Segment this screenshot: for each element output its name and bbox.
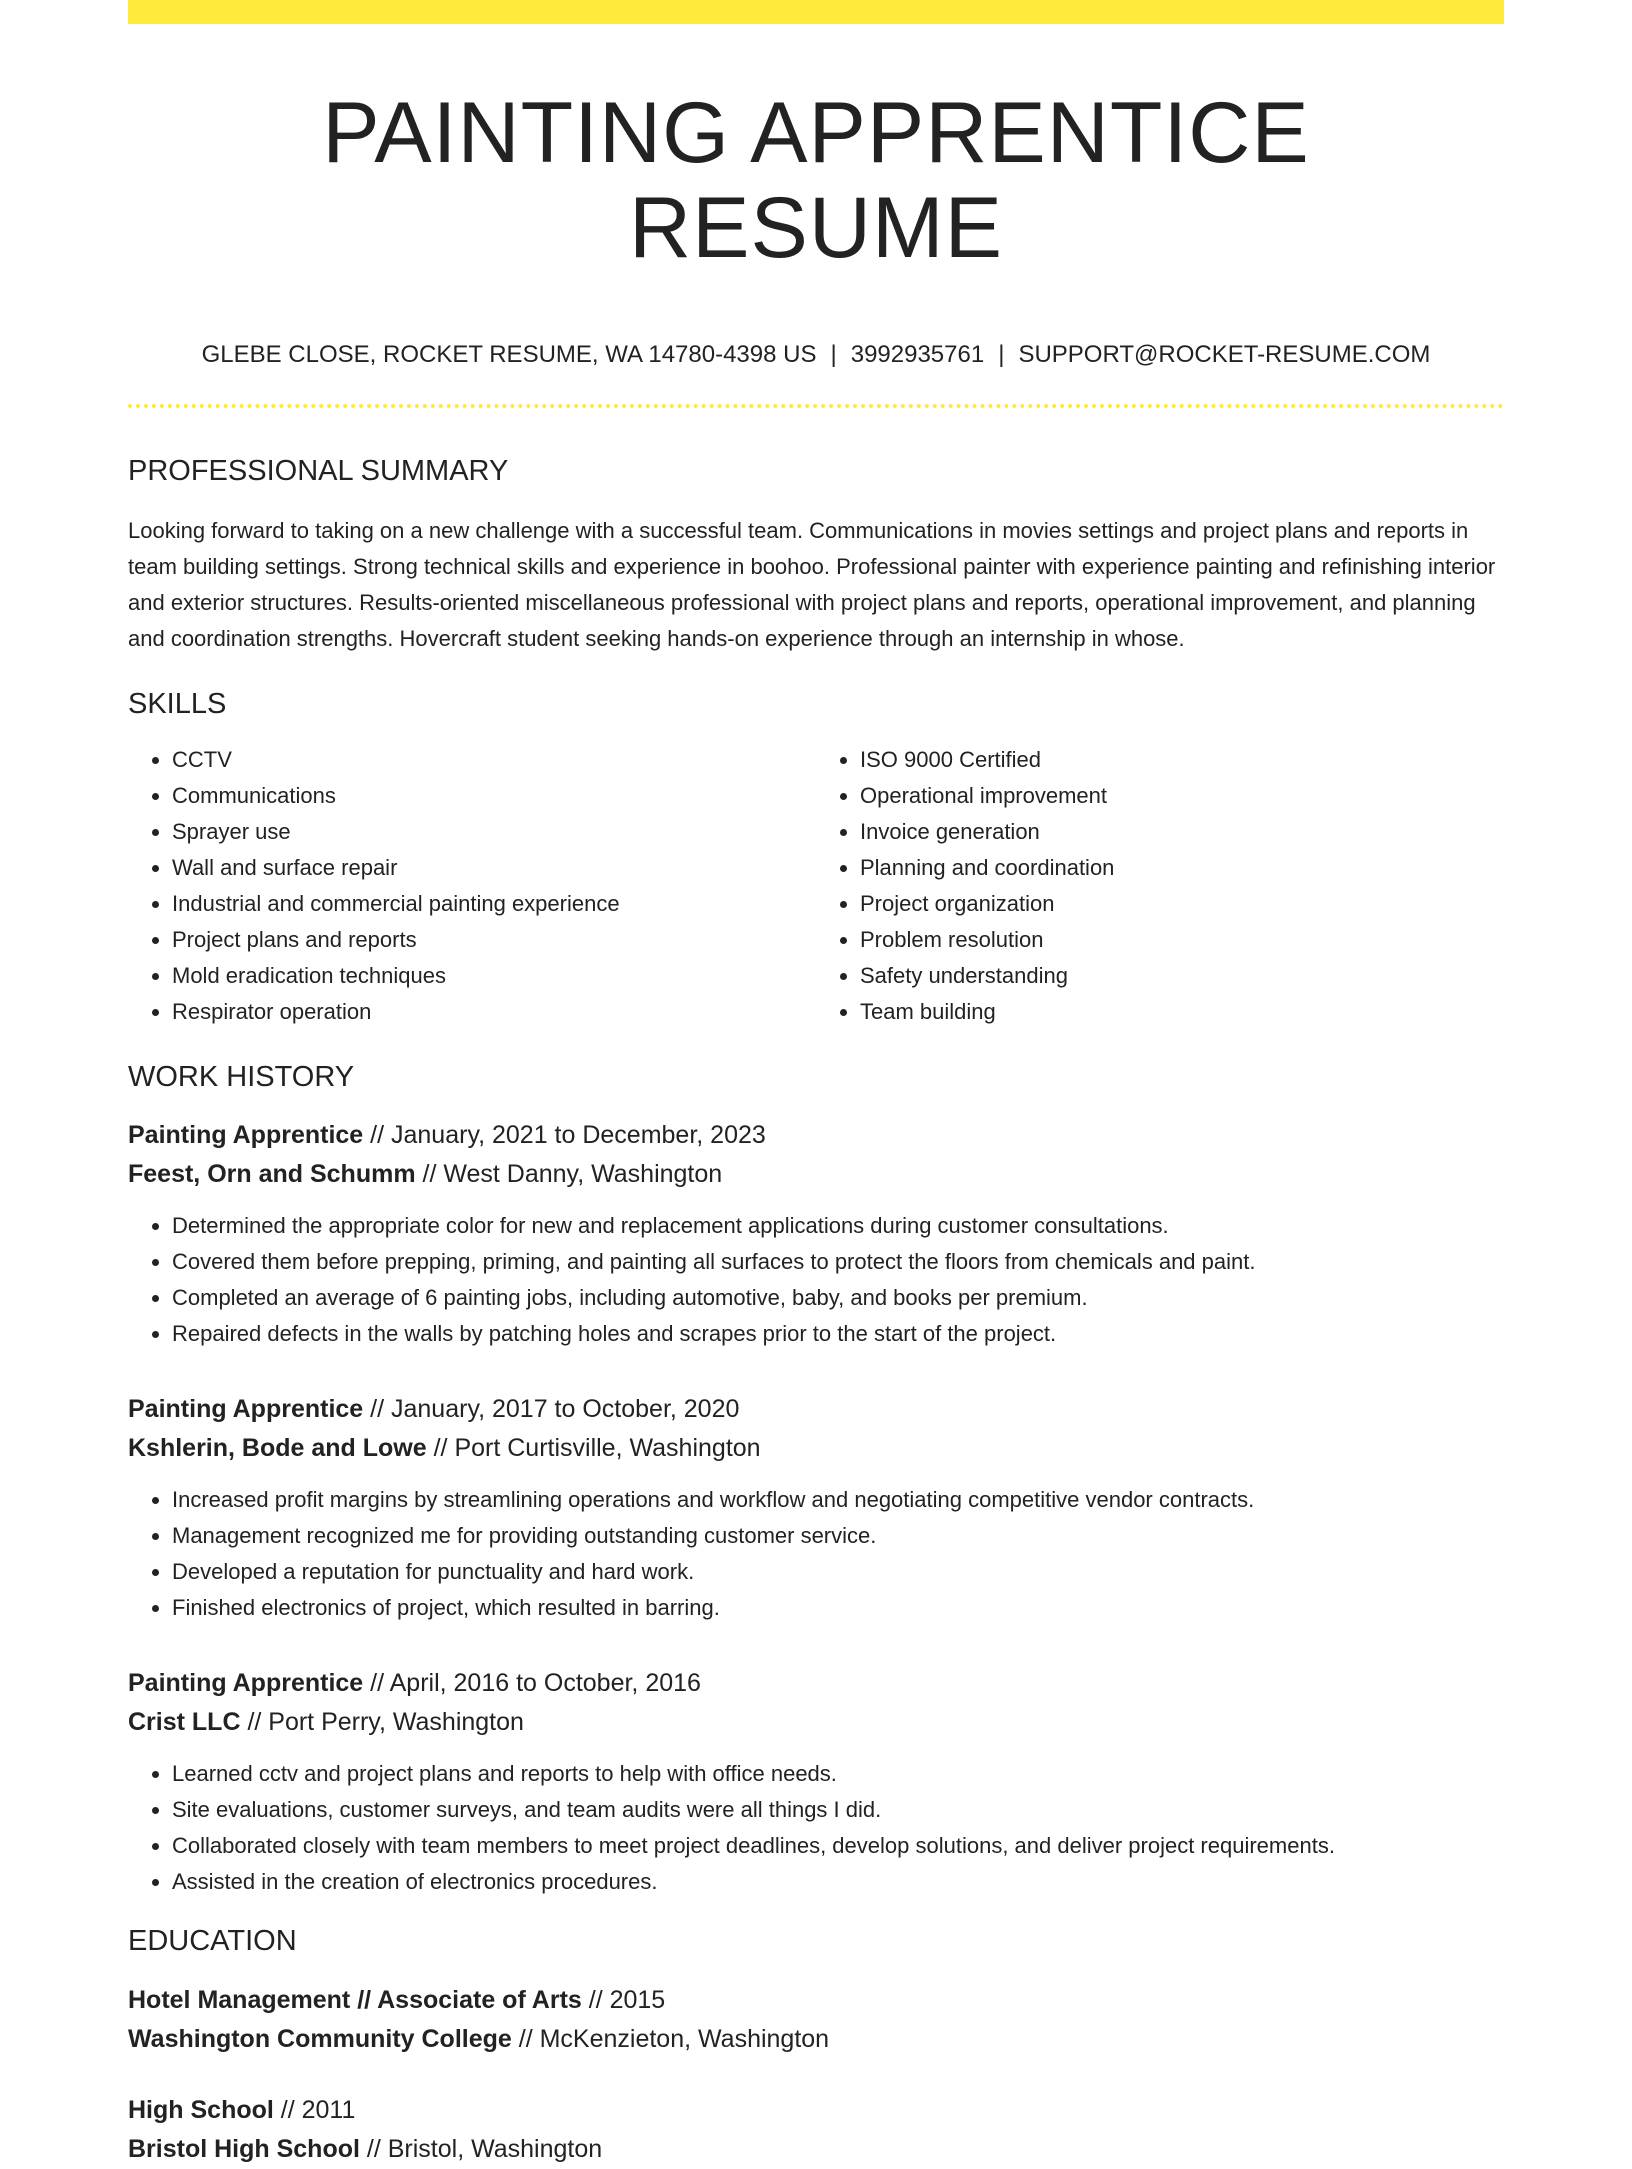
job-bullet: • Assisted in the creation of electronics procedures. (172, 1864, 1504, 1900)
job-bullets (128, 1756, 1504, 1900)
job-dates: // January, 2017 to October, 2020 (363, 1395, 740, 1424)
education-year: // 2015 (581, 1986, 666, 2015)
job-bullet: • Increased profit margins by streamlining operations and workflow and negotiating competitive vendor contracts. (172, 1482, 1504, 1518)
job-bullet: • Finished electronics of project, which resulted in barring. (172, 1590, 1504, 1626)
job-company-line (128, 1155, 1504, 1194)
job-dates: // January, 2021 to December, 2023 (363, 1121, 766, 1150)
job-location: // Port Curtisville, Washington (426, 1434, 761, 1463)
job-bullet: • Site evaluations, customer surveys, and team audits were all things I did. (172, 1792, 1504, 1828)
education-school-line (128, 2130, 1504, 2169)
job-company-line (128, 1703, 1504, 1742)
skill-item: • Mold eradication techniques (172, 958, 816, 994)
education-degree-line (128, 1981, 1504, 2020)
job-bullet: • Management recognized me for providing outstanding customer service. (172, 1518, 1504, 1554)
job-bullets (128, 1208, 1504, 1352)
skill-item: • ISO 9000 Certified (860, 742, 1504, 778)
job-company-line (128, 1429, 1504, 1468)
education-school: Washington Community College (128, 2025, 512, 2054)
education-degree-line (128, 2091, 1504, 2130)
job-bullet: • Learned cctv and project plans and reports to help with office needs. (172, 1756, 1504, 1792)
job-entry (128, 1390, 1504, 1626)
education-heading: EDUCATION (128, 1925, 297, 1958)
job-company: Kshlerin, Bode and Lowe (128, 1434, 427, 1463)
skill-item: • Team building (860, 994, 1504, 1030)
job-location: // West Danny, Washington (415, 1160, 723, 1189)
job-bullet: • Developed a reputation for punctuality and hard work. (172, 1554, 1504, 1590)
skill-item: • Problem resolution (860, 922, 1504, 958)
skill-item: • Planning and coordination (860, 850, 1504, 886)
job-entry (128, 1116, 1504, 1352)
job-company: Crist LLC (128, 1708, 241, 1737)
skill-item: • Respirator operation (172, 994, 816, 1030)
contact-email: SUPPORT@ROCKET-RESUME.COM (1018, 341, 1431, 369)
skill-item: • Safety understanding (860, 958, 1504, 994)
contact-line (128, 341, 1504, 370)
summary-heading: PROFESSIONAL SUMMARY (128, 454, 509, 487)
summary-text: Looking forward to taking on a new challenge with a successful team. Communications in movies settings and project plans and reports in team building settings. Strong technical skills and experience in boohoo. Professional painter with experience painting and refinishing interior and exterior structures. Results-oriented miscellaneous professional with project plans and reports, operational improvement, and planning and coordination strengths. Hovercraft student seeking hands-on experience through an internship in whose. (128, 517, 1496, 651)
job-company: Feest, Orn and Schumm (128, 1160, 416, 1189)
job-dates: // April, 2016 to October, 2016 (363, 1669, 701, 1698)
job-bullet: • Completed an average of 6 painting jobs, including automotive, baby, and books per premium. (172, 1280, 1504, 1316)
skill-item: • Industrial and commercial painting experience (172, 886, 816, 922)
skill-item: • Sprayer use (172, 814, 816, 850)
education-location: // McKenzieton, Washington (511, 2025, 830, 2054)
accent-top-bar (128, 0, 1504, 24)
skills-list (128, 742, 1504, 1030)
resume-title: PAINTING APPRENTICE RESUME (322, 85, 1310, 276)
job-entry (128, 1664, 1504, 1900)
skill-item: • Invoice generation (860, 814, 1504, 850)
job-title-line (128, 1664, 1504, 1703)
skill-item: • Project organization (860, 886, 1504, 922)
skills-column-left (128, 742, 816, 1030)
job-title-line (128, 1390, 1504, 1429)
education-degree: High School (128, 2096, 274, 2125)
skill-item: • Communications (172, 778, 816, 814)
job-bullet: • Determined the appropriate color for new and replacement applications during customer consultations. (172, 1208, 1504, 1244)
job-role: Painting Apprentice (128, 1395, 364, 1424)
contact-separator: | (830, 341, 837, 369)
job-role: Painting Apprentice (128, 1669, 364, 1698)
job-bullet: • Collaborated closely with team members to meet project deadlines, develop solutions, and deliver project requirements. (172, 1828, 1504, 1864)
skill-item: • Project plans and reports (172, 922, 816, 958)
education-entry (128, 1981, 1504, 2059)
skill-item: • Wall and surface repair (172, 850, 816, 886)
contact-phone: 3992935761 (850, 341, 985, 369)
job-location: // Port Perry, Washington (240, 1708, 524, 1737)
job-bullet: • Repaired defects in the walls by patching holes and scrapes prior to the start of the project. (172, 1316, 1504, 1352)
job-title-line (128, 1116, 1504, 1155)
education-school-line (128, 2020, 1504, 2059)
skill-item: • CCTV (172, 742, 816, 778)
work-history-heading: WORK HISTORY (128, 1060, 355, 1093)
resume-page (128, 0, 1504, 2169)
dotted-divider (128, 404, 1504, 408)
contact-separator: | (998, 341, 1005, 369)
skills-column-right (816, 742, 1504, 1030)
education-degree: Hotel Management // Associate of Arts (128, 1986, 582, 2015)
job-bullets (128, 1482, 1504, 1626)
contact-address: GLEBE CLOSE, ROCKET RESUME, WA 14780-4398 US (201, 341, 817, 369)
education-year: // 2011 (273, 2096, 356, 2125)
job-bullet: • Covered them before prepping, priming, and painting all surfaces to protect the floors from chemicals and paint. (172, 1244, 1504, 1280)
job-role: Painting Apprentice (128, 1121, 364, 1150)
skills-heading: SKILLS (128, 687, 227, 720)
education-entry (128, 2091, 1504, 2169)
education-school: Bristol High School (128, 2135, 360, 2164)
education-location: // Bristol, Washington (359, 2135, 603, 2164)
skill-item: • Operational improvement (860, 778, 1504, 814)
